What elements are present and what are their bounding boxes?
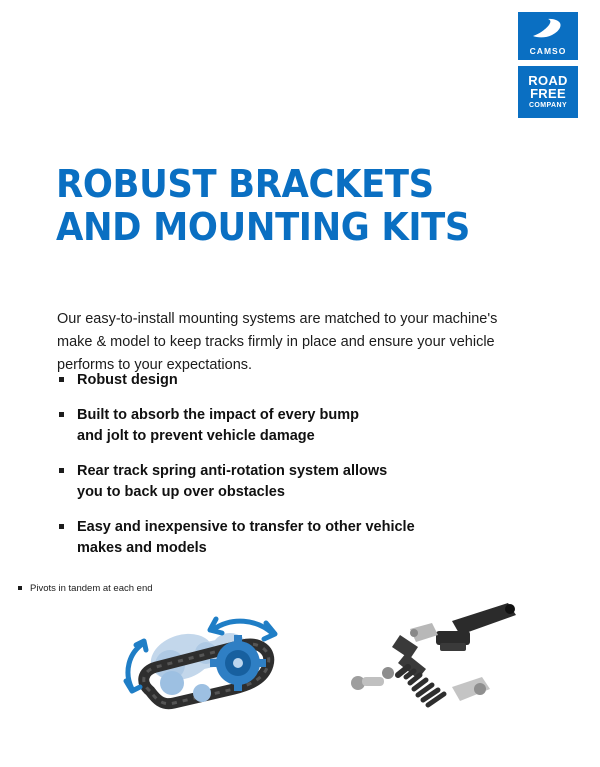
list-item	[57, 461, 537, 503]
camso-wordmark: CAMSO	[529, 45, 567, 56]
bullet-text-line-1: Rear track spring anti-rotation system allows	[77, 463, 388, 479]
bullet-text-line-1: Easy and inexpensive to transfer to other vehicle	[77, 519, 415, 535]
list-item	[57, 517, 537, 559]
list-item	[57, 405, 537, 447]
brand-logo-block	[518, 12, 578, 118]
intro-paragraph: Our easy-to-install mounting systems are matched to your machine's make & model to keep tracks firmly in place and ensure your vehicle performs to your expectations.	[57, 310, 498, 373]
bullet-text-line-1: Robust design	[77, 372, 178, 388]
page-title	[56, 163, 493, 249]
feature-bullet-list	[57, 370, 537, 573]
roadfree-line-2: FREE	[530, 85, 566, 101]
camso-swoosh-icon	[531, 17, 565, 39]
footnote: Pivots in tandem at each end	[18, 582, 430, 595]
page-title-line-1: ROBUST BRACKETS	[56, 162, 434, 207]
bullet-text-line-1: Built to absorb the impact of every bump	[77, 407, 359, 423]
list-item	[57, 370, 537, 391]
rubber-track-assembly-icon	[110, 605, 320, 735]
bullet-text-line-2: makes and models	[77, 540, 207, 556]
page-title-line-2: AND MOUNTING KITS	[56, 205, 470, 250]
camso-logo	[518, 12, 578, 60]
roadfree-line-3: COMPANY	[528, 101, 568, 109]
product-illustration	[0, 595, 600, 745]
roadfree-line-1: ROAD	[528, 72, 568, 88]
road-free-company-logo	[518, 66, 578, 118]
bullet-text-line-2: and jolt to prevent vehicle damage	[77, 428, 315, 444]
mounting-bracket-parts-icon	[340, 595, 520, 720]
bullet-text-line-2: you to back up over obstacles	[77, 484, 285, 500]
